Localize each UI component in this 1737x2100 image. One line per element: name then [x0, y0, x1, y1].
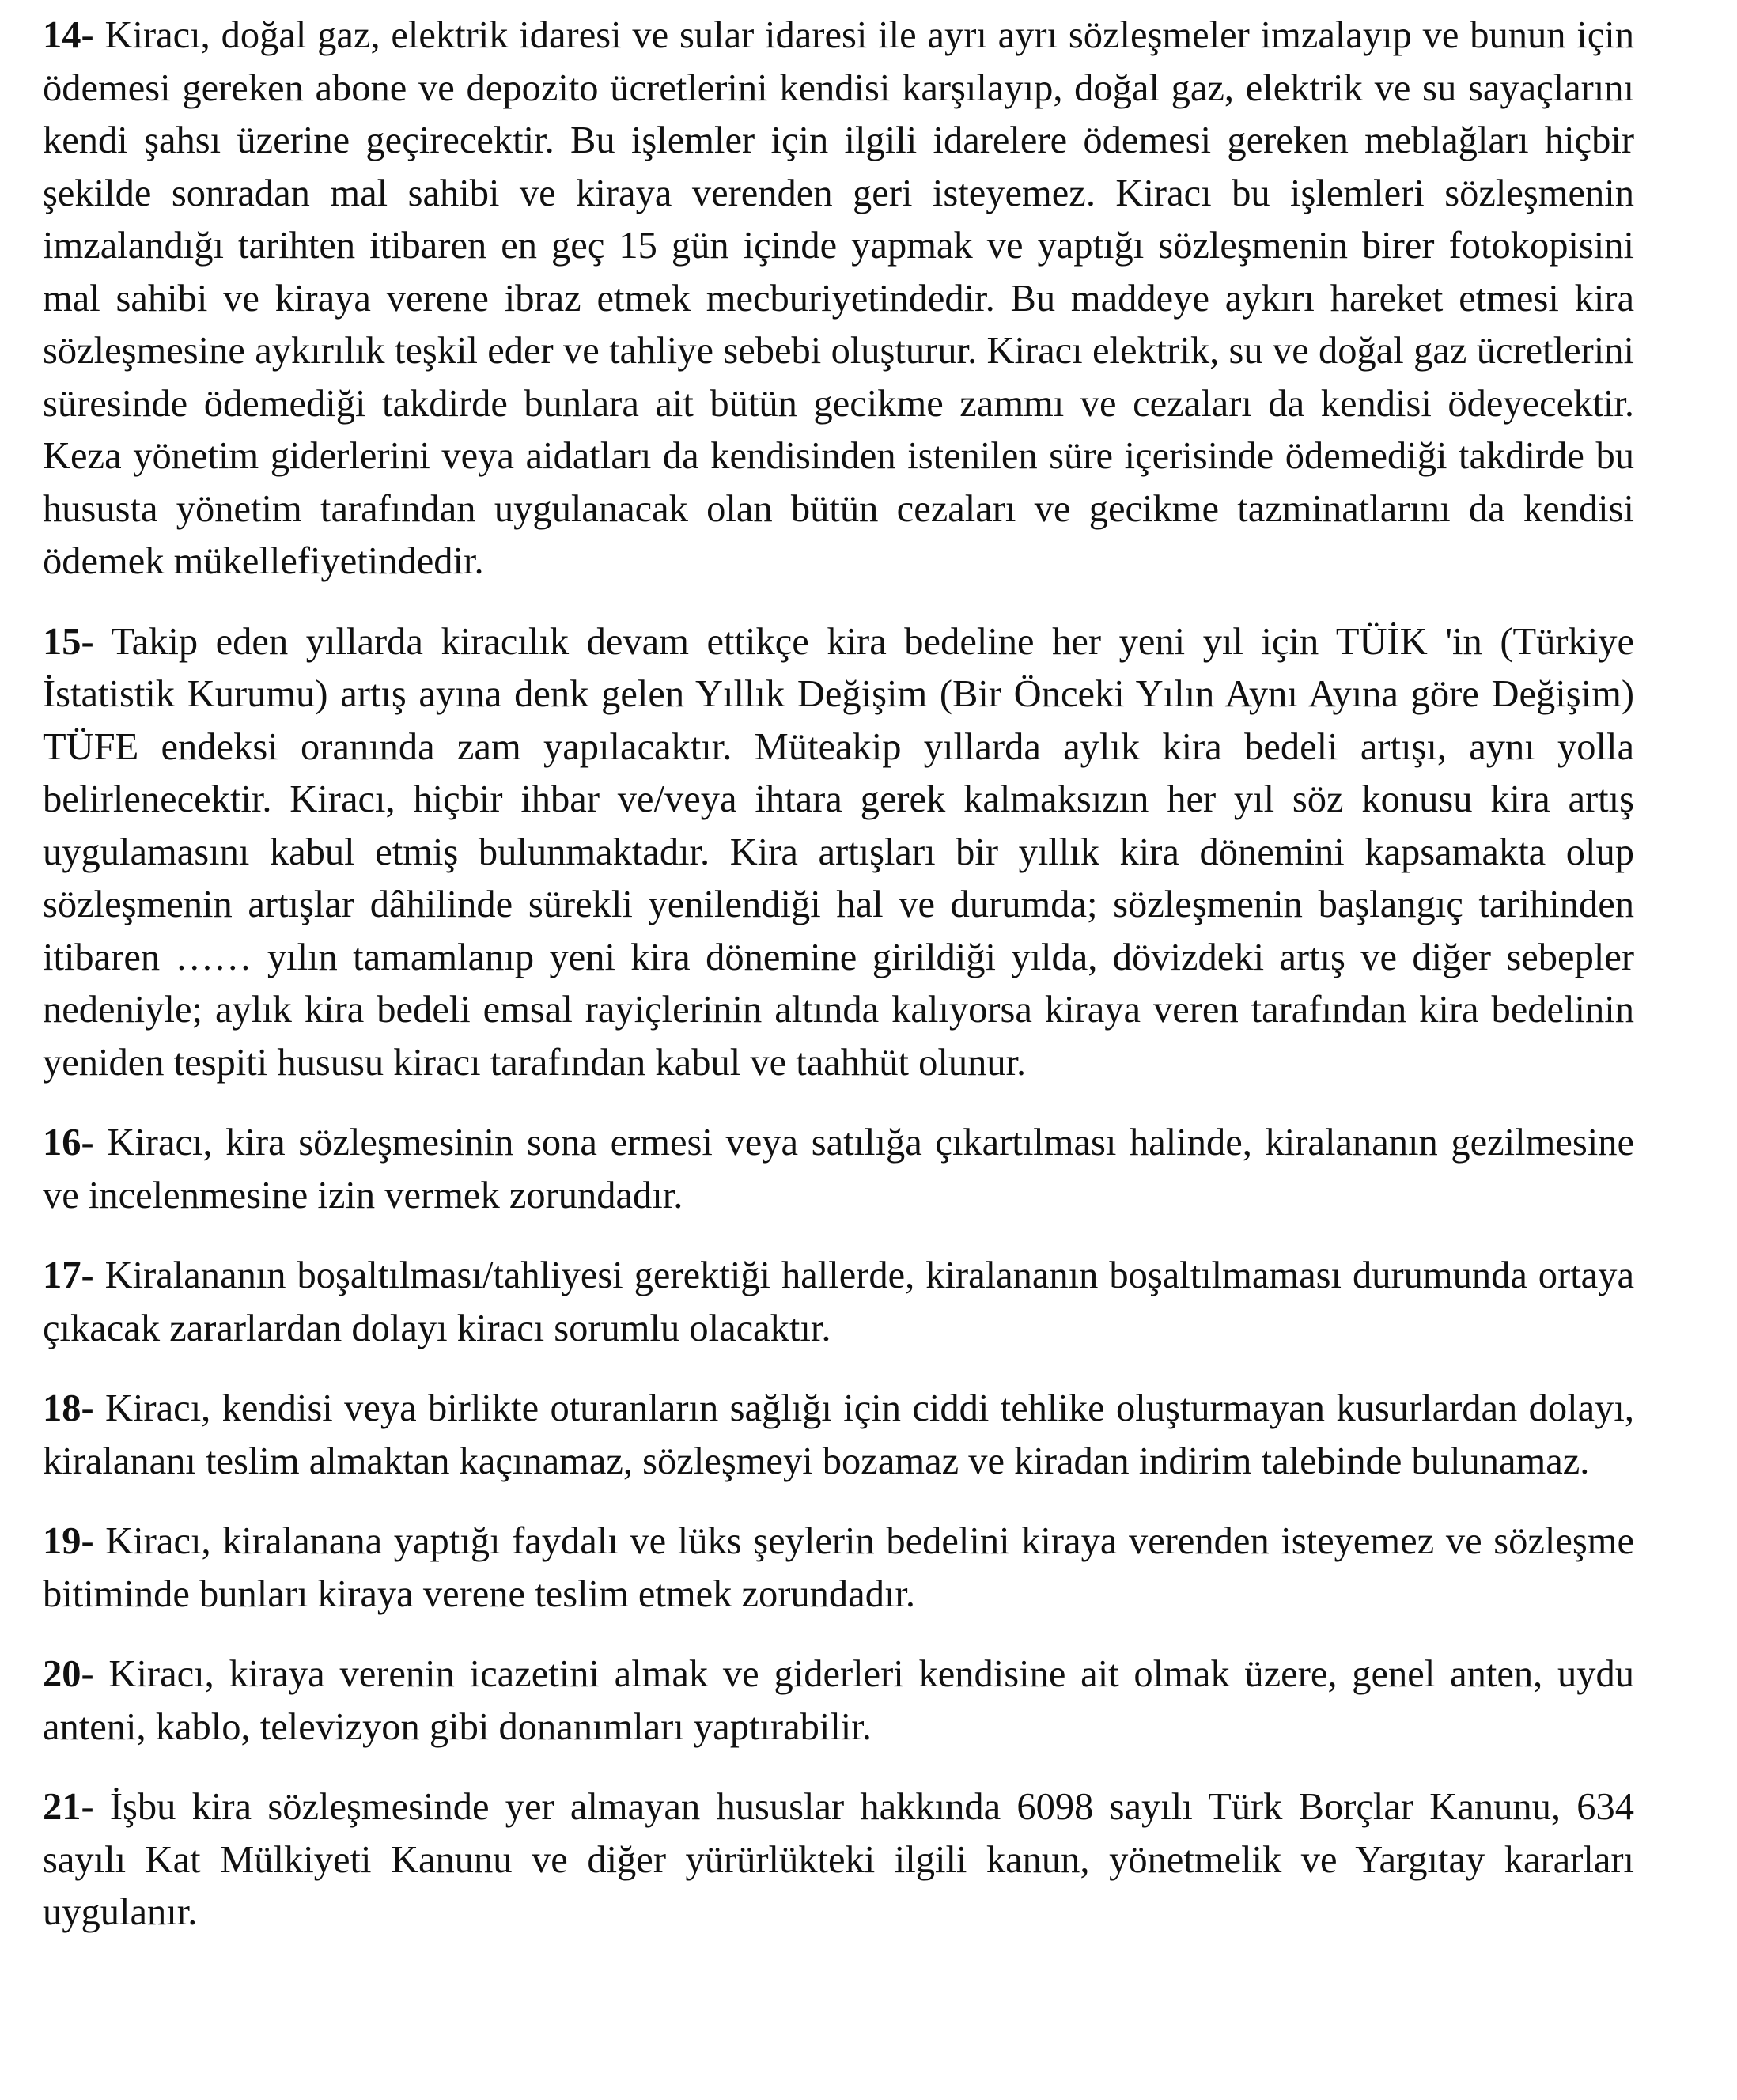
contract-page — [43, 9, 1634, 1967]
clause-text: Kiralananın boşaltılması/tahliyesi gerektiği hallerde, kiralananın boşaltılmaması durumunda ortaya çıkacak zararlardan dolayı kiracı sorumlu olacaktır. — [43, 1254, 1634, 1349]
clause-text: Takip eden yıllarda kiracılık devam ettikçe kira bedeline her yeni yıl için TÜİK 'in (Türkiye İstatistik Kurumu) artış ayına denk gelen Yıllık Değişim (Bir Önceki Yılın Aynı Ayına göre Değişim) TÜFE endeksi oranında zam yapılacaktır. Müteakip yıllarda aylık kira bedeli artışı, aynı yolla belirlenecektir. Kiracı, hiçbir ihbar ve/veya ihtara gerek kalmaksızın her yıl söz konusu kira artış uygulamasını kabul etmiş bulunmaktadır. Kira artışları bir yıllık kira dönemini kapsamakta olup sözleşmenin artışlar dâhilinde sürekli yenilendiği hal ve durumda; sözleşmenin başlangıç tarihinden itibaren …… yılın tamamlanıp yeni kira dönemine girildiği yılda, dövizdeki artış ve diğer sebepler nedeniyle; aylık kira bedeli emsal rayiçlerinin altında kalıyorsa kiraya veren tarafından kira bedelinin yeniden tespiti hususu kiracı tarafından kabul ve taahhüt olunur. — [43, 620, 1634, 1084]
clause-19 — [43, 1515, 1634, 1621]
clause-21 — [43, 1781, 1634, 1939]
clause-text: Kiracı, kiralanana yaptığı faydalı ve lüks şeylerin bedelini kiraya verenden isteyemez ve sözleşme bitiminde bunları kiraya verene teslim etmek zorundadır. — [43, 1520, 1634, 1615]
clause-16 — [43, 1117, 1634, 1222]
clause-text: Kiracı, kiraya verenin icazetini almak ve giderleri kendisine ait olmak üzere, genel anten, uydu anteni, kablo, televizyon gibi donanımları yaptırabilir. — [43, 1653, 1634, 1748]
clause-number: 18- — [43, 1387, 94, 1429]
clause-14 — [43, 9, 1634, 588]
clause-text: Kiracı, kira sözleşmesinin sona ermesi veya satılığa çıkartılması halinde, kiralananın gezilmesine ve incelenmesine izin vermek zorundadır. — [43, 1122, 1634, 1216]
clause-number: 14- — [43, 14, 94, 56]
clause-text: İşbu kira sözleşmesinde yer almayan hususlar hakkında 6098 sayılı Türk Borçlar Kanunu, 634 sayılı Kat Mülkiyeti Kanunu ve diğer yürürlükteki ilgili kanun, yönetmelik ve Yargıtay kararları uygulanır. — [43, 1786, 1634, 1933]
clause-number: 16- — [43, 1122, 94, 1164]
clause-number: 19- — [43, 1520, 94, 1562]
clause-17 — [43, 1250, 1634, 1355]
clause-15 — [43, 616, 1634, 1090]
clause-text: Kiracı, doğal gaz, elektrik idaresi ve sular idaresi ile ayrı ayrı sözleşmeler imzalayıp ve bunun için ödemesi gereken abone ve depozito ücretlerini kendisi karşılayıp, doğal gaz, elektrik ve su sayaçlarını kendi şahsı üzerine geçirecektir. Bu işlemler için ilgili idarelere ödemesi gereken meblağları hiçbir şekilde sonradan mal sahibi ve kiraya verenden geri isteyemez. Kiracı bu işlemleri sözleşmenin imzalandığı tarihten itibaren en geç 15 gün içinde yapmak ve yaptığı sözleşmenin birer fotokopisini mal sahibi ve kiraya verene ibraz etmek mecburiyetindedir. Bu maddeye aykırı hareket etmesi kira sözleşmesine aykırılık teşkil eder ve tahliye sebebi oluşturur. Kiracı elektrik, su ve doğal gaz ücretlerini süresinde ödemediği takdirde bunlara ait bütün gecikme zammı ve cezaları da kendisi ödeyecektir. Keza yönetim giderlerini veya aidatları da kendisinden istenilen süre içerisinde ödemediği takdirde bu hususta yönetim tarafından uygulanacak olan bütün cezaları ve gecikme tazminatlarını da kendisi ödemek mükellefiyetindedir. — [43, 14, 1634, 582]
clause-number: 17- — [43, 1254, 94, 1296]
clause-number: 21- — [43, 1786, 94, 1828]
clause-number: 20- — [43, 1653, 94, 1695]
clause-20 — [43, 1648, 1634, 1754]
clause-text: Kiracı, kendisi veya birlikte oturanların sağlığı için ciddi tehlike oluşturmayan kusurlardan dolayı, kiralananı teslim almaktan kaçınamaz, sözleşmeyi bozamaz ve kiradan indirim talebinde bulunamaz. — [43, 1387, 1634, 1482]
clause-number: 15- — [43, 620, 94, 663]
clause-18 — [43, 1383, 1634, 1488]
